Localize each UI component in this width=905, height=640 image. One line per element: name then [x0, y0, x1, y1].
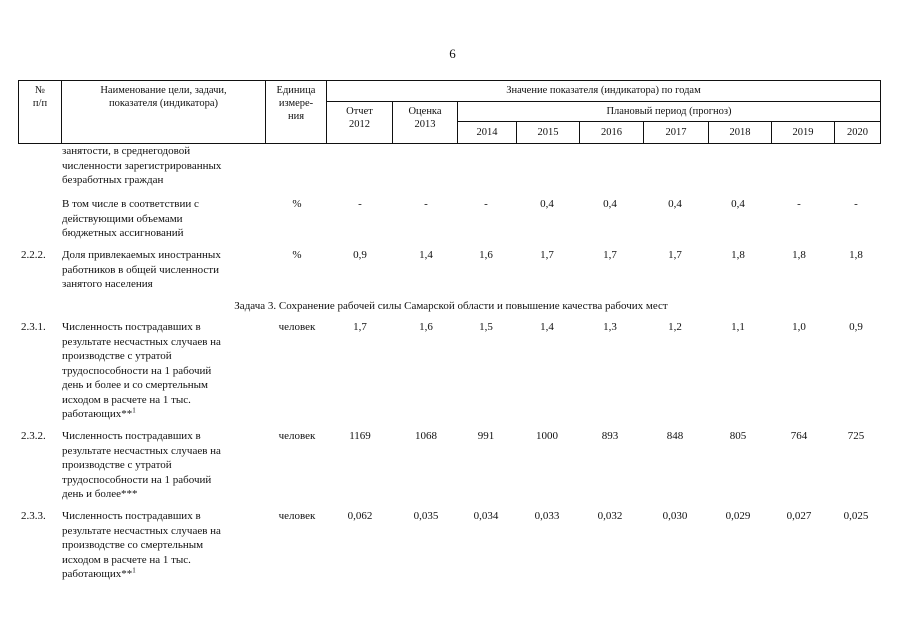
header-year: 2016: [601, 127, 622, 138]
header-year: 2019: [792, 127, 814, 138]
row-name: Доля привлекаемых иностранных работников в общей численности занятого населения: [62, 249, 221, 290]
row-value-2020: 0,9: [849, 321, 863, 333]
row-value-2014: -: [484, 198, 488, 210]
row-value-2020: 1,8: [849, 249, 863, 261]
row-value-2018: 1,8: [731, 249, 745, 261]
row-name: В том числе в соответствии с действующими объемами бюджетных ассигнований: [62, 198, 199, 239]
row-value-2017: 1,7: [668, 249, 682, 261]
row-value-2020: -: [854, 198, 858, 210]
header-plan-divider: [457, 121, 881, 122]
row-value-2015: 1,7: [540, 249, 554, 261]
row-value-2019: -: [797, 198, 801, 210]
row-value-2018: 1,1: [731, 321, 745, 333]
row-value-2017: 0,030: [662, 510, 688, 522]
row-value-2012: 0,062: [347, 510, 373, 522]
row-value-2015: 1000: [536, 430, 558, 442]
row-number: 2.3.2.: [21, 430, 46, 442]
row-value-2016: 0,032: [597, 510, 623, 522]
row-value-2019: 1,8: [792, 249, 806, 261]
footnote-mark: 1: [132, 566, 136, 575]
row-value-2020: 0,025: [843, 510, 869, 522]
header-top-border: [18, 80, 881, 81]
row-value-2019: 0,027: [786, 510, 812, 522]
header-no: № п/п: [32, 85, 48, 109]
header-name: Наименование цели, задачи, показателя (индикатора): [100, 85, 227, 109]
row-number: 2.3.3.: [21, 510, 46, 522]
row-unit: %: [292, 198, 302, 210]
task-heading: Задача 3. Сохранение рабочей силы Самарской области и повышение качества рабочих мест: [234, 300, 668, 312]
header-year: 2020: [847, 127, 868, 138]
row-value-2017: 1,2: [668, 321, 682, 333]
row-value-2014: 991: [477, 430, 495, 442]
row-value-2016: 1,3: [603, 321, 617, 333]
header-values-divider: [326, 101, 881, 102]
row-name: Численность пострадавших в результате несчастных случаев на производстве с утратой трудоспособности на 1 рабочий день и более***: [62, 430, 221, 500]
row-unit: человек: [278, 430, 316, 442]
row-value-2012: 0,9: [353, 249, 367, 261]
row-value-2018: 0,029: [725, 510, 751, 522]
row-value-2013: 1,6: [419, 321, 433, 333]
row-name: Численность пострадавших в результате несчастных случаев на производстве с утратой трудоспособности на 1 рабочий день и более и со смертельным исходом в расчете на 1 тыс. работающих**$^1$: [62, 321, 221, 420]
row-value-2017: 0,4: [668, 198, 682, 210]
header-values-title: Значение показателя (индикатора) по годам: [506, 85, 701, 96]
header-unit: Единица измере- ния: [276, 85, 316, 122]
header-year: 2018: [729, 127, 751, 138]
row-value-2012: 1169: [349, 430, 371, 442]
header-year: 2017: [665, 127, 687, 138]
header-right-border: [880, 80, 881, 144]
row-value-2012: 1,7: [353, 321, 367, 333]
row-value-2014: 1,6: [479, 249, 493, 261]
row-value-2016: 893: [601, 430, 619, 442]
row-value-2015: 1,4: [540, 321, 554, 333]
row-value-2016: 0,4: [603, 198, 617, 210]
row-value-2019: 764: [790, 430, 808, 442]
header-estimate: Оценка 2013: [408, 106, 442, 130]
footnote-mark: 1: [132, 406, 136, 415]
row-value-2013: 1,4: [419, 249, 433, 261]
page-number: 6: [449, 46, 456, 61]
row-name: Численность пострадавших в результате несчастных случаев на производстве со смертельным исходом в расчете на 1 тыс. работающих**$^1$: [62, 510, 221, 580]
row-unit: человек: [278, 510, 316, 522]
row-value-2015: 0,033: [534, 510, 560, 522]
row-value-2012: -: [358, 198, 362, 210]
row-value-2018: 805: [729, 430, 747, 442]
row-value-2015: 0,4: [540, 198, 554, 210]
row-value-2013: -: [424, 198, 428, 210]
row-unit: человек: [278, 321, 316, 333]
row-value-2018: 0,4: [731, 198, 745, 210]
row-value-2014: 1,5: [479, 321, 493, 333]
header-year: 2014: [476, 127, 498, 138]
header-year: 2015: [537, 127, 559, 138]
row-name: занятости, в среднегодовой численности зарегистрированных безработных граждан: [62, 145, 222, 186]
header-report: Отчет 2012: [346, 106, 373, 130]
row-value-2013: 1068: [415, 430, 437, 442]
row-number: 2.2.2.: [21, 249, 46, 261]
row-value-2020: 725: [847, 430, 865, 442]
row-number: 2.3.1.: [21, 321, 46, 333]
row-unit: %: [292, 249, 302, 261]
row-value-2016: 1,7: [603, 249, 617, 261]
row-value-2019: 1,0: [792, 321, 806, 333]
row-value-2017: 848: [666, 430, 684, 442]
header-plan-title: Плановый период (прогноз): [606, 106, 732, 117]
row-value-2013: 0,035: [413, 510, 439, 522]
row-value-2014: 0,034: [473, 510, 499, 522]
